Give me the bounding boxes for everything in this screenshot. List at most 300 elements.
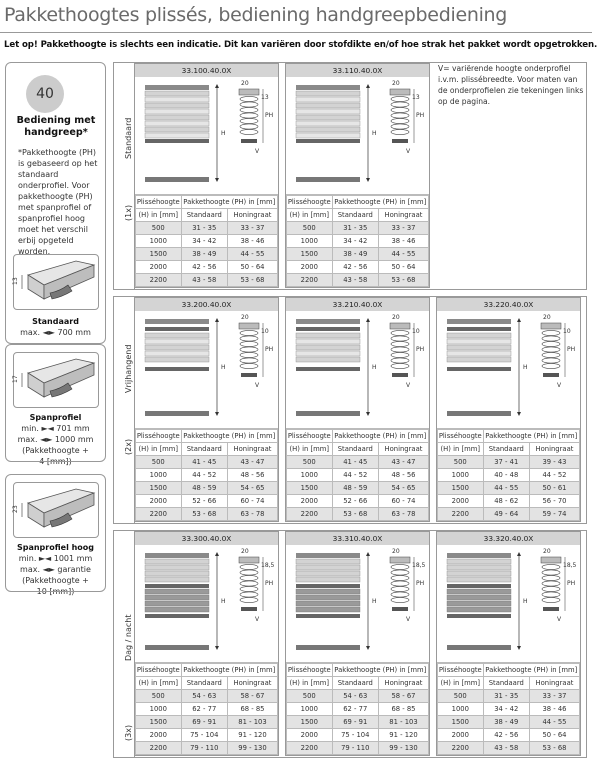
table-cell: 34 - 42 — [483, 703, 529, 716]
table-cell: 1500 — [136, 248, 182, 261]
profile-spec-line: max. ◄► 700 mm — [20, 328, 91, 337]
blind-diagram — [437, 545, 580, 662]
sidebar-heading: Bediening met handgreep* — [16, 115, 96, 138]
col-header-honeycomb: Honingraat — [227, 443, 277, 456]
sidebar-note: *Pakkethoogte (PH) is gebaseerd op het standaard onderprofiel. Voor pakkethoogte (PH) met spanprofiel of spanprofiel hoog moet het verschil erbij opgeteld worden. — [18, 148, 98, 256]
table-cell: 44 - 52 — [529, 469, 579, 482]
table-cell: 48 - 59 — [181, 482, 227, 495]
col-header-unit: (H) in [mm] — [136, 209, 182, 222]
table-cell: 500 — [136, 222, 182, 235]
table-row — [136, 261, 278, 274]
svg-text:10: 10 — [412, 328, 420, 335]
table-cell: 91 - 120 — [227, 729, 277, 742]
svg-text:20: 20 — [241, 80, 249, 87]
table-row — [136, 222, 278, 235]
profile-label — [5, 316, 106, 338]
col-header-standard: Standaard — [483, 443, 529, 456]
table-row — [136, 274, 278, 287]
product-drawing — [437, 311, 580, 429]
table-cell: 99 - 130 — [227, 742, 277, 755]
table-row — [136, 456, 278, 469]
table-cell: 500 — [287, 456, 333, 469]
table-cell: 58 - 67 — [227, 690, 277, 703]
table-cell: 500 — [136, 456, 182, 469]
table-row — [136, 508, 278, 521]
row-label: Vrijhangend — [124, 344, 133, 393]
col-header-honeycomb: Honingraat — [529, 677, 579, 690]
table-cell: 44 - 55 — [529, 716, 579, 729]
table-cell: 44 - 55 — [483, 482, 529, 495]
table-cell: 42 - 56 — [483, 729, 529, 742]
product-card — [436, 297, 581, 522]
table-cell: 53 - 68 — [332, 508, 378, 521]
svg-text:20: 20 — [543, 314, 551, 321]
col-header-height: Plisséhoogte — [136, 196, 182, 209]
table-row — [287, 703, 429, 716]
table-cell: 38 - 46 — [529, 703, 579, 716]
profile-name: Standaard — [32, 317, 79, 326]
table-cell: 48 - 59 — [332, 482, 378, 495]
table-cell: 75 - 104 — [332, 729, 378, 742]
table-row — [136, 703, 278, 716]
table-row — [438, 495, 580, 508]
svg-text:V: V — [557, 616, 562, 623]
product-card — [134, 297, 279, 522]
col-header-unit: (H) in [mm] — [438, 443, 484, 456]
table-cell: 2200 — [287, 742, 333, 755]
table-cell: 50 - 64 — [378, 261, 428, 274]
svg-text:20: 20 — [241, 314, 249, 321]
table-row — [287, 729, 429, 742]
product-code: 33.110.40.0X — [286, 64, 429, 77]
table-cell: 50 - 64 — [227, 261, 277, 274]
table-cell: 38 - 49 — [483, 716, 529, 729]
table-cell: 34 - 42 — [181, 235, 227, 248]
table-cell: 63 - 78 — [227, 508, 277, 521]
svg-text:H: H — [221, 364, 226, 371]
profile-spec-line: (Pakkethoogte + — [22, 446, 89, 455]
row-count: (1x) — [124, 204, 133, 221]
product-code: 33.100.40.0X — [135, 64, 278, 77]
blind-diagram — [135, 545, 278, 662]
profile-spec-line: min. ►◄ 701 mm — [21, 424, 90, 433]
svg-text:PH: PH — [416, 346, 425, 353]
table-row — [287, 456, 429, 469]
product-drawing — [286, 77, 429, 195]
profile-spec-line: max. ◄► 1000 mm — [17, 435, 94, 444]
table-cell: 1500 — [438, 482, 484, 495]
table-cell: 1000 — [438, 469, 484, 482]
table-cell: 2000 — [136, 495, 182, 508]
package-height-table — [286, 195, 429, 287]
table-cell: 500 — [136, 690, 182, 703]
svg-text:H: H — [523, 598, 528, 605]
row-label: Standaard — [124, 117, 133, 159]
col-header-honeycomb: Honingraat — [529, 443, 579, 456]
table-cell: 1500 — [136, 716, 182, 729]
table-cell: 37 - 41 — [483, 456, 529, 469]
page-title: Pakkethoogtes plissés, bediening handgreepbediening — [4, 4, 508, 26]
col-header-height: Plisséhoogte — [438, 664, 484, 677]
table-cell: 33 - 37 — [529, 690, 579, 703]
svg-text:V: V — [406, 382, 411, 389]
table-row — [136, 248, 278, 261]
svg-text:V: V — [255, 148, 260, 155]
col-header-standard: Standaard — [181, 443, 227, 456]
svg-text:H: H — [372, 598, 377, 605]
row-label-column — [114, 63, 135, 289]
table-row — [136, 716, 278, 729]
col-header-package: Pakkethoogte (PH) in [mm] — [181, 196, 277, 209]
profile-name: Spanprofiel — [29, 413, 82, 422]
warning-text: Let op! Pakkethoogte is slechts een indicatie. Dit kan variëren door stofdikte en/of hoe strak het pakket wordt opgetrokken. — [4, 40, 597, 50]
product-card — [436, 531, 581, 756]
profile-spec-line: min. ►◄ 1001 mm — [18, 554, 93, 563]
profile-frame — [5, 344, 106, 462]
package-height-table — [437, 663, 580, 755]
table-row — [287, 248, 429, 261]
col-header-unit: (H) in [mm] — [287, 677, 333, 690]
col-header-unit: (H) in [mm] — [136, 443, 182, 456]
col-header-package: Pakkethoogte (PH) in [mm] — [181, 430, 277, 443]
table-cell: 38 - 49 — [181, 248, 227, 261]
svg-text:H: H — [372, 364, 377, 371]
blind-diagram — [286, 311, 429, 428]
col-header-standard: Standaard — [181, 677, 227, 690]
table-cell: 58 - 67 — [378, 690, 428, 703]
table-cell: 49 - 64 — [483, 508, 529, 521]
col-header-standard: Standaard — [483, 677, 529, 690]
table-row — [287, 274, 429, 287]
table-cell: 1500 — [287, 482, 333, 495]
package-height-table — [135, 663, 278, 755]
row-label-column — [114, 531, 135, 757]
row-label: Dag / nacht — [124, 614, 133, 661]
table-cell: 34 - 42 — [332, 235, 378, 248]
table-cell: 2000 — [438, 495, 484, 508]
svg-text:H: H — [221, 130, 226, 137]
table-cell: 2000 — [438, 729, 484, 742]
table-cell: 2000 — [136, 261, 182, 274]
table-cell: 33 - 37 — [378, 222, 428, 235]
table-cell: 62 - 77 — [181, 703, 227, 716]
table-cell: 500 — [287, 690, 333, 703]
table-row — [287, 742, 429, 755]
table-cell: 44 - 55 — [227, 248, 277, 261]
blind-diagram — [135, 311, 278, 428]
table-row — [438, 729, 580, 742]
table-cell: 68 - 85 — [378, 703, 428, 716]
col-header-honeycomb: Honingraat — [378, 677, 428, 690]
col-header-package: Pakkethoogte (PH) in [mm] — [332, 196, 428, 209]
table-cell: 2000 — [136, 729, 182, 742]
table-cell: 500 — [287, 222, 333, 235]
col-header-package: Pakkethoogte (PH) in [mm] — [332, 664, 428, 677]
table-cell: 60 - 74 — [378, 495, 428, 508]
package-height-table — [286, 663, 429, 755]
col-header-honeycomb: Honingraat — [378, 209, 428, 222]
table-cell: 62 - 77 — [332, 703, 378, 716]
svg-text:13: 13 — [261, 94, 269, 101]
table-cell: 2200 — [287, 508, 333, 521]
profile-height-label: 13 — [12, 277, 19, 285]
table-cell: 1500 — [287, 716, 333, 729]
svg-text:V: V — [557, 382, 562, 389]
table-cell: 33 - 37 — [227, 222, 277, 235]
product-drawing — [135, 545, 278, 663]
svg-text:13: 13 — [412, 94, 420, 101]
table-row — [287, 235, 429, 248]
table-cell: 52 - 66 — [332, 495, 378, 508]
table-cell: 43 - 47 — [227, 456, 277, 469]
col-header-package: Pakkethoogte (PH) in [mm] — [483, 664, 579, 677]
table-row — [287, 690, 429, 703]
product-code: 33.320.40.0X — [437, 532, 580, 545]
product-code: 33.200.40.0X — [135, 298, 278, 311]
svg-text:PH: PH — [567, 580, 576, 587]
table-row — [287, 222, 429, 235]
table-cell: 43 - 58 — [332, 274, 378, 287]
table-cell: 53 - 68 — [181, 508, 227, 521]
table-cell: 79 - 110 — [181, 742, 227, 755]
table-cell: 43 - 58 — [181, 274, 227, 287]
table-cell: 79 - 110 — [332, 742, 378, 755]
table-row — [136, 482, 278, 495]
product-code: 33.310.40.0X — [286, 532, 429, 545]
profile-spec-line: 10 [mm]) — [36, 587, 75, 596]
table-cell: 2000 — [287, 729, 333, 742]
table-cell: 50 - 64 — [529, 729, 579, 742]
col-header-package: Pakkethoogte (PH) in [mm] — [332, 430, 428, 443]
table-cell: 54 - 65 — [378, 482, 428, 495]
svg-text:H: H — [523, 364, 528, 371]
product-code: 33.210.40.0X — [286, 298, 429, 311]
product-code: 33.300.40.0X — [135, 532, 278, 545]
table-row — [438, 469, 580, 482]
profile-spec-line: 4 [mm]) — [39, 457, 72, 466]
table-cell: 1500 — [438, 716, 484, 729]
col-header-standard: Standaard — [181, 209, 227, 222]
svg-text:20: 20 — [241, 548, 249, 555]
svg-text:PH: PH — [265, 112, 274, 119]
table-cell: 1000 — [136, 703, 182, 716]
col-header-honeycomb: Honingraat — [378, 443, 428, 456]
table-row — [136, 690, 278, 703]
table-cell: 91 - 120 — [378, 729, 428, 742]
profile-name: Spanprofiel hoog — [16, 543, 95, 552]
col-header-height: Plisséhoogte — [136, 664, 182, 677]
svg-text:PH: PH — [416, 580, 425, 587]
col-header-height: Plisséhoogte — [287, 196, 333, 209]
svg-text:H: H — [221, 598, 226, 605]
profile-height-label: 23 — [12, 505, 19, 513]
table-row — [136, 235, 278, 248]
table-cell: 43 - 58 — [483, 742, 529, 755]
package-height-table — [135, 429, 278, 521]
row-label-column — [114, 297, 135, 523]
table-cell: 1500 — [136, 482, 182, 495]
table-cell: 44 - 52 — [181, 469, 227, 482]
svg-text:10: 10 — [563, 328, 571, 335]
svg-text:20: 20 — [392, 548, 400, 555]
svg-text:PH: PH — [567, 346, 576, 353]
table-row — [438, 508, 580, 521]
col-header-package: Pakkethoogte (PH) in [mm] — [483, 430, 579, 443]
table-cell: 2000 — [287, 495, 333, 508]
table-row — [287, 508, 429, 521]
package-height-table — [135, 195, 278, 287]
table-cell: 31 - 35 — [483, 690, 529, 703]
table-cell: 52 - 66 — [181, 495, 227, 508]
table-row — [136, 495, 278, 508]
svg-text:H: H — [372, 130, 377, 137]
col-header-honeycomb: Honingraat — [227, 677, 277, 690]
svg-text:20: 20 — [543, 548, 551, 555]
blind-diagram — [437, 311, 580, 428]
product-code: 33.220.40.0X — [437, 298, 580, 311]
table-cell: 40 - 48 — [483, 469, 529, 482]
profile-spec-line: (Pakkethoogte + — [22, 576, 89, 585]
table-cell: 31 - 35 — [332, 222, 378, 235]
variation-note: V= variërende hoogte onderprofiel i.v.m. plissébreedte. Voor maten van de onderprofielen zie tekeningen links op de pagina. — [438, 64, 584, 106]
table-row — [136, 742, 278, 755]
row-count: (2x) — [124, 438, 133, 455]
profile-frame — [5, 474, 106, 592]
table-row — [136, 729, 278, 742]
table-cell: 2200 — [136, 274, 182, 287]
table-cell: 48 - 56 — [227, 469, 277, 482]
svg-text:18,5: 18,5 — [412, 562, 426, 569]
col-header-unit: (H) in [mm] — [287, 443, 333, 456]
table-cell: 42 - 56 — [332, 261, 378, 274]
table-cell: 59 - 74 — [529, 508, 579, 521]
sidebar — [5, 62, 106, 762]
table-cell: 63 - 78 — [378, 508, 428, 521]
table-cell: 44 - 55 — [378, 248, 428, 261]
table-row — [438, 690, 580, 703]
table-row — [438, 703, 580, 716]
table-cell: 31 - 35 — [181, 222, 227, 235]
col-header-height: Plisséhoogte — [287, 664, 333, 677]
blind-diagram — [286, 77, 429, 194]
table-row — [287, 482, 429, 495]
svg-text:18,5: 18,5 — [563, 562, 577, 569]
col-header-height: Plisséhoogte — [287, 430, 333, 443]
product-card — [285, 531, 430, 756]
package-height-table — [437, 429, 580, 521]
svg-text:V: V — [255, 616, 260, 623]
rail-profile-icon — [14, 255, 98, 309]
table-row — [136, 469, 278, 482]
table-row — [438, 742, 580, 755]
profile-image — [13, 254, 99, 310]
table-cell: 54 - 65 — [227, 482, 277, 495]
table-cell: 60 - 74 — [227, 495, 277, 508]
table-cell: 2200 — [287, 274, 333, 287]
table-cell: 2200 — [136, 742, 182, 755]
table-cell: 39 - 43 — [529, 456, 579, 469]
table-cell: 2200 — [438, 508, 484, 521]
table-cell: 68 - 85 — [227, 703, 277, 716]
title-divider — [0, 32, 592, 33]
svg-text:V: V — [406, 148, 411, 155]
table-cell: 1000 — [287, 703, 333, 716]
product-card — [134, 531, 279, 756]
table-cell: 1000 — [287, 469, 333, 482]
product-drawing — [286, 545, 429, 663]
svg-text:10: 10 — [261, 328, 269, 335]
product-drawing — [437, 545, 580, 663]
col-header-height: Plisséhoogte — [136, 430, 182, 443]
product-drawing — [135, 77, 278, 195]
table-cell: 69 - 91 — [181, 716, 227, 729]
table-cell: 2000 — [287, 261, 333, 274]
product-card — [134, 63, 279, 288]
table-cell: 53 - 68 — [227, 274, 277, 287]
table-cell: 1000 — [287, 235, 333, 248]
table-cell: 500 — [438, 690, 484, 703]
table-cell: 50 - 61 — [529, 482, 579, 495]
table-row — [287, 716, 429, 729]
col-header-standard: Standaard — [332, 209, 378, 222]
table-cell: 99 - 130 — [378, 742, 428, 755]
col-header-honeycomb: Honingraat — [227, 209, 277, 222]
table-cell: 54 - 63 — [332, 690, 378, 703]
table-row — [287, 261, 429, 274]
table-cell: 43 - 47 — [378, 456, 428, 469]
table-cell: 81 - 103 — [378, 716, 428, 729]
product-drawing — [286, 311, 429, 429]
blind-diagram — [135, 77, 278, 194]
table-cell: 500 — [438, 456, 484, 469]
col-header-unit: (H) in [mm] — [287, 209, 333, 222]
col-header-package: Pakkethoogte (PH) in [mm] — [181, 664, 277, 677]
svg-text:PH: PH — [416, 112, 425, 119]
profile-spec-line: max. ◄► garantie — [20, 565, 91, 574]
table-cell: 41 - 45 — [181, 456, 227, 469]
product-drawing — [135, 311, 278, 429]
table-cell: 1000 — [438, 703, 484, 716]
col-header-unit: (H) in [mm] — [438, 677, 484, 690]
table-cell: 2200 — [136, 508, 182, 521]
col-header-unit: (H) in [mm] — [136, 677, 182, 690]
table-cell: 69 - 91 — [332, 716, 378, 729]
table-row — [287, 495, 429, 508]
svg-text:PH: PH — [265, 346, 274, 353]
profile-height-label: 17 — [12, 375, 19, 383]
table-cell: 48 - 56 — [378, 469, 428, 482]
svg-text:18,5: 18,5 — [261, 562, 275, 569]
table-cell: 38 - 46 — [227, 235, 277, 248]
table-cell: 38 - 46 — [378, 235, 428, 248]
product-card — [285, 297, 430, 522]
table-row — [438, 716, 580, 729]
table-cell: 1000 — [136, 469, 182, 482]
table-row — [438, 482, 580, 495]
table-cell: 53 - 68 — [529, 742, 579, 755]
table-cell: 48 - 62 — [483, 495, 529, 508]
table-cell: 41 - 45 — [332, 456, 378, 469]
svg-text:20: 20 — [392, 80, 400, 87]
blind-diagram — [286, 545, 429, 662]
table-cell: 53 - 68 — [378, 274, 428, 287]
row-count: (3x) — [124, 724, 133, 741]
table-cell: 54 - 63 — [181, 690, 227, 703]
package-height-table — [286, 429, 429, 521]
col-header-standard: Standaard — [332, 443, 378, 456]
table-cell: 75 - 104 — [181, 729, 227, 742]
table-cell: 1500 — [287, 248, 333, 261]
